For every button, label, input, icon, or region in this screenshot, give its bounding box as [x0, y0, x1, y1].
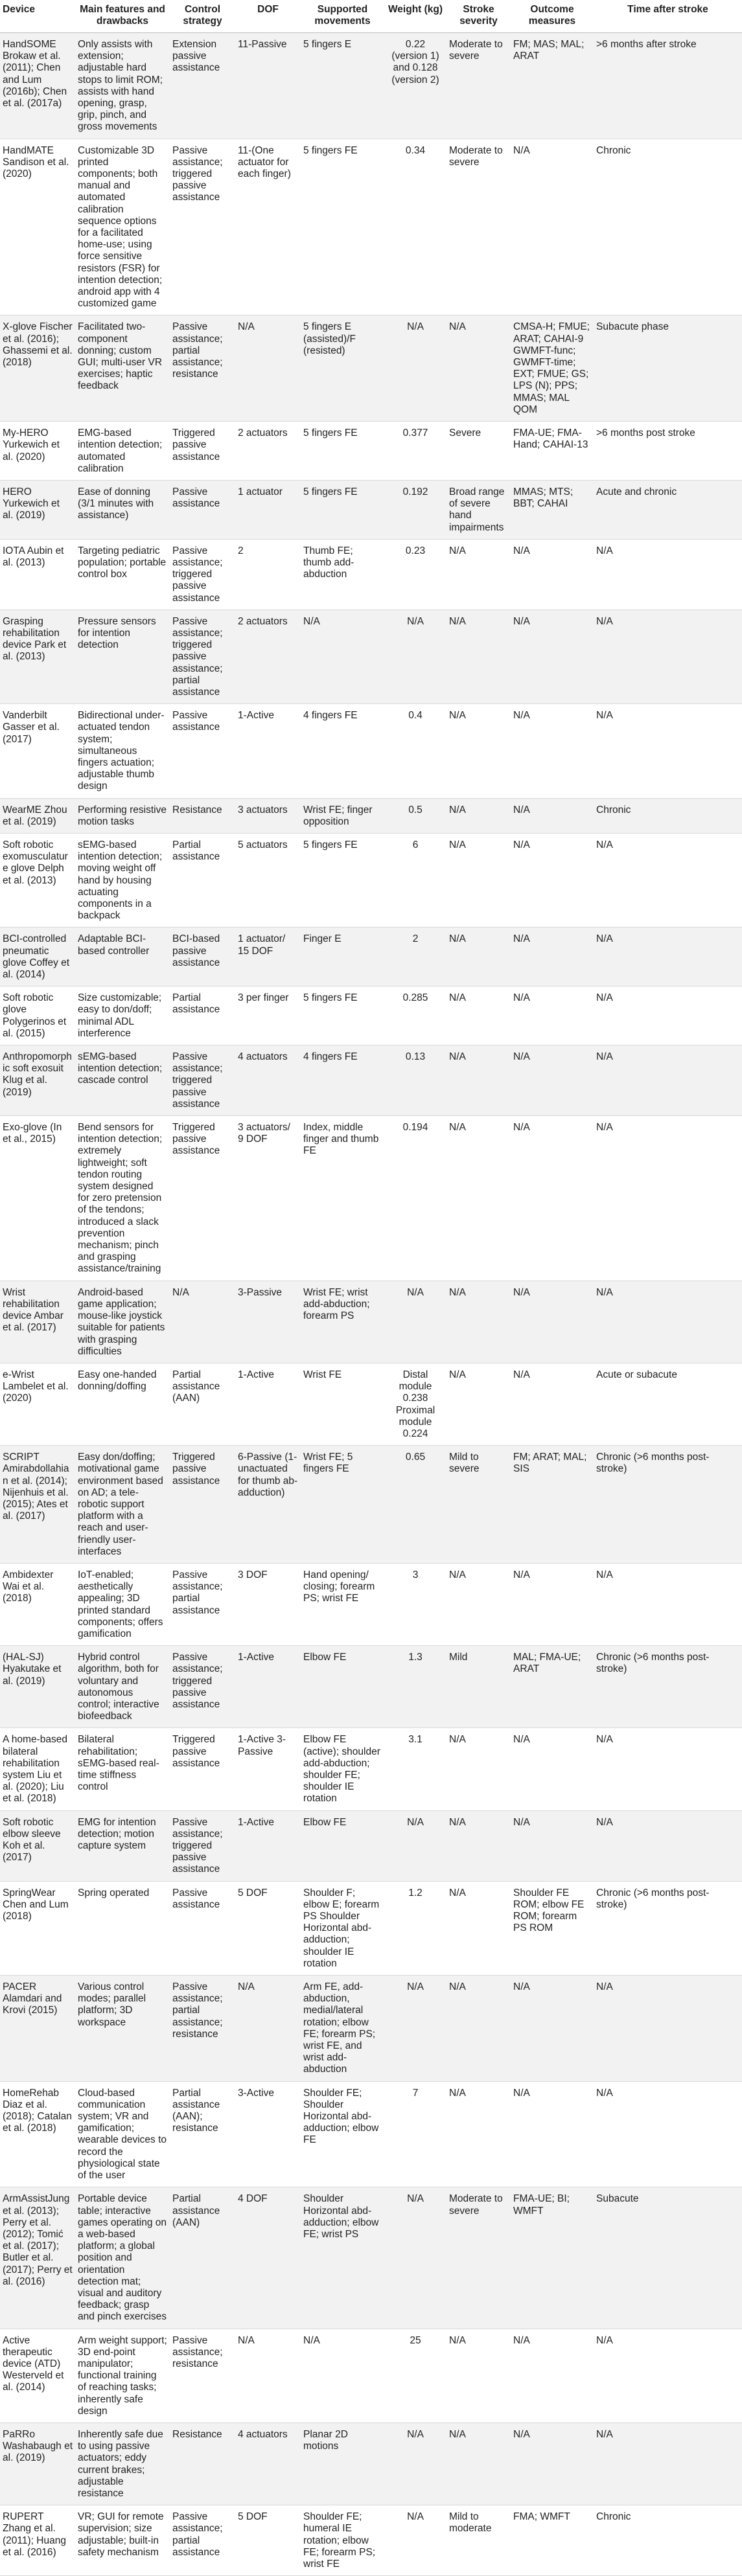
cell-time-after-stroke: Subacute phase [594, 315, 742, 422]
table-row [0, 480, 742, 539]
cell-control-strategy: Triggered passive assistance [170, 1728, 235, 1810]
cell-control-strategy: Partial assistance [170, 986, 235, 1045]
cell-control-strategy: Triggered passive assistance [170, 1116, 235, 1281]
cell-features: Arm weight support; 3D end-point manipulator; functional training of reaching tasks; inherently safe design [75, 2329, 170, 2422]
cell-device: A home-based bilateral rehabilitation system Liu et al. (2020); Liu et al. (2018) [0, 1728, 75, 1810]
cell-stroke-severity: N/A [446, 2329, 511, 2422]
cell-device: SCRIPT Amirabdollahian et al. (2014); Nijenhuis et al. (2015); Ates et al. (2017) [0, 1446, 75, 1564]
cell-stroke-severity: N/A [446, 1728, 511, 1810]
cell-stroke-severity: N/A [446, 539, 511, 610]
cell-stroke-severity: N/A [446, 1563, 511, 1645]
cell-features: EMG for intention detection; motion capture system [75, 1810, 170, 1881]
cell-weight: 2 [384, 928, 446, 986]
cell-features: Size customizable; easy to don/doff; minimal ADL interference [75, 986, 170, 1045]
cell-dof: 3-Active [235, 2081, 301, 2187]
cell-dof: 1-Active [235, 704, 301, 798]
table-body [0, 33, 742, 2576]
table-row [0, 2422, 742, 2505]
cell-outcome-measures: N/A [511, 1563, 594, 1645]
cell-dof: 1 actuator [235, 480, 301, 539]
cell-control-strategy: Resistance [170, 2422, 235, 2505]
cell-device: Soft robotic glove Polygerinos et al. (2015) [0, 986, 75, 1045]
cell-features: Performing resistive motion tasks [75, 798, 170, 833]
cell-stroke-severity: N/A [446, 798, 511, 833]
cell-features: Hybrid control algorithm, both for voluntary and autonomous control; interactive biofeedback [75, 1646, 170, 1728]
cell-control-strategy: Passive assistance; partial assistance; resistance [170, 315, 235, 422]
cell-stroke-severity: N/A [446, 610, 511, 703]
cell-supported-movements: N/A [301, 610, 384, 703]
cell-supported-movements: Wrist FE; finger opposition [301, 798, 384, 833]
cell-dof: 5 DOF [235, 1881, 301, 1975]
cell-weight: Distal module 0.238 Proximal module 0.224 [384, 1363, 446, 1445]
cell-outcome-measures: N/A [511, 798, 594, 833]
cell-outcome-measures: N/A [511, 704, 594, 798]
table-row [0, 798, 742, 833]
cell-features: Cloud-based communication system; VR and gamification; wearable devices to record the physiological state of the user [75, 2081, 170, 2187]
cell-device: HandSOME Brokaw et al. (2011); Chen and Lum (2016b); Chen et al. (2017a) [0, 33, 75, 139]
cell-stroke-severity: Mild [446, 1646, 511, 1728]
cell-dof: 11-Passive [235, 33, 301, 139]
cell-stroke-severity: N/A [446, 2081, 511, 2187]
cell-control-strategy: Passive assistance; triggered passive assistance [170, 1045, 235, 1116]
cell-weight: 0.13 [384, 1045, 446, 1116]
cell-weight: N/A [384, 1281, 446, 1363]
table-header [0, 0, 742, 33]
cell-supported-movements: N/A [301, 2329, 384, 2422]
cell-stroke-severity: Mild to moderate [446, 2505, 511, 2576]
cell-supported-movements: 5 fingers FE [301, 480, 384, 539]
cell-control-strategy: Resistance [170, 798, 235, 833]
table-row [0, 315, 742, 422]
cell-time-after-stroke: N/A [594, 610, 742, 703]
cell-outcome-measures: N/A [511, 539, 594, 610]
cell-supported-movements: 5 fingers FE [301, 833, 384, 927]
cell-dof: 1-Active [235, 1646, 301, 1728]
cell-supported-movements: Elbow FE [301, 1810, 384, 1881]
cell-outcome-measures: FMA-UE; FMA-Hand; CAHAI-13 [511, 422, 594, 481]
cell-dof: 4 DOF [235, 2187, 301, 2329]
cell-control-strategy: Passive assistance; partial assistance [170, 2505, 235, 2576]
cell-outcome-measures: MAL; FMA-UE; ARAT [511, 1646, 594, 1728]
cell-weight: 0.285 [384, 986, 446, 1045]
cell-device: IOTA Aubin et al. (2013) [0, 539, 75, 610]
cell-control-strategy: Triggered passive assistance [170, 422, 235, 481]
cell-outcome-measures: MMAS; MTS; BBT; CAHAI [511, 480, 594, 539]
cell-supported-movements: Finger E [301, 928, 384, 986]
column-header-features: Main features and drawbacks [75, 0, 170, 33]
cell-supported-movements: Thumb FE; thumb add-abduction [301, 539, 384, 610]
table-row [0, 704, 742, 798]
cell-dof: 6-Passive (1-unactuated for thumb ab-adduction) [235, 1446, 301, 1564]
cell-dof: 3 actuators [235, 798, 301, 833]
table-row [0, 539, 742, 610]
cell-dof: 2 actuators [235, 422, 301, 481]
cell-device: ArmAssistJung et al. (2013); Perry et al. (2012); Tomić et al. (2017); Butler et al. (2017); Perry et al. (2016) [0, 2187, 75, 2329]
cell-supported-movements: Planar 2D motions [301, 2422, 384, 2505]
cell-supported-movements: 5 fingers FE [301, 139, 384, 315]
table-row [0, 928, 742, 986]
cell-control-strategy: Passive assistance; triggered passive assistance [170, 539, 235, 610]
cell-supported-movements: Arm FE, add-abduction, medial/lateral rotation; elbow FE; forearm PS; wrist FE, and wrist add-abduction [301, 1976, 384, 2082]
cell-time-after-stroke: N/A [594, 1976, 742, 2082]
table-row [0, 1563, 742, 1645]
table-row [0, 1116, 742, 1281]
cell-control-strategy: N/A [170, 1281, 235, 1363]
cell-features: Various control modes; parallel platform; 3D workspace [75, 1976, 170, 2082]
cell-stroke-severity: Mild to severe [446, 1446, 511, 1564]
cell-stroke-severity: N/A [446, 986, 511, 1045]
cell-features: Customizable 3D printed components; both manual and automated calibration sequence options for a facilitated home-use; using force sensitive resistors (FSR) for intention detection; android app with 4 customized game [75, 139, 170, 315]
cell-weight: 0.5 [384, 798, 446, 833]
column-header-outcome-measures: Outcome measures [511, 0, 594, 33]
cell-device: SpringWear Chen and Lum (2018) [0, 1881, 75, 1975]
cell-weight: 0.65 [384, 1446, 446, 1564]
cell-time-after-stroke: N/A [594, 1728, 742, 1810]
cell-time-after-stroke: >6 months after stroke [594, 33, 742, 139]
cell-outcome-measures: FMA-UE; BI; WMFT [511, 2187, 594, 2329]
header-row [0, 0, 742, 33]
cell-device: Wrist rehabilitation device Ambar et al. (2017) [0, 1281, 75, 1363]
cell-dof: 11-(One actuator for each finger) [235, 139, 301, 315]
cell-weight: N/A [384, 2422, 446, 2505]
cell-stroke-severity: N/A [446, 2422, 511, 2505]
cell-stroke-severity: N/A [446, 1281, 511, 1363]
table-row [0, 1281, 742, 1363]
cell-outcome-measures: N/A [511, 610, 594, 703]
cell-time-after-stroke: Chronic [594, 2505, 742, 2576]
column-header-stroke-severity: Stroke severity [446, 0, 511, 33]
cell-time-after-stroke: N/A [594, 986, 742, 1045]
cell-weight: 25 [384, 2329, 446, 2422]
cell-features: Pressure sensors for intention detection [75, 610, 170, 703]
cell-dof: 1-Active 3-Passive [235, 1728, 301, 1810]
cell-time-after-stroke: N/A [594, 1563, 742, 1645]
cell-supported-movements: Shoulder Horizontal abd-adduction; elbow FE; wrist PS [301, 2187, 384, 2329]
cell-dof: 1 actuator/ 15 DOF [235, 928, 301, 986]
cell-weight: 0.192 [384, 480, 446, 539]
cell-device: Anthropomorphic soft exosuit Klug et al. (2019) [0, 1045, 75, 1116]
cell-outcome-measures: Shoulder FE ROM; elbow FE ROM; forearm PS ROM [511, 1881, 594, 1975]
cell-control-strategy: Partial assistance (AAN); resistance [170, 2081, 235, 2187]
cell-device: WearME Zhou et al. (2019) [0, 798, 75, 833]
cell-features: EMG-based intention detection; automated calibration [75, 422, 170, 481]
cell-features: Adaptable BCI-based controller [75, 928, 170, 986]
cell-outcome-measures: N/A [511, 1045, 594, 1116]
cell-features: Easy don/doffing; motivational game environment based on AD; a tele-robotic support platform with a reach and user-friendly user-interfaces [75, 1446, 170, 1564]
cell-weight: 0.377 [384, 422, 446, 481]
cell-outcome-measures: FM; ARAT; MAL; SIS [511, 1446, 594, 1564]
cell-features: IoT-enabled; aesthetically appealing; 3D printed standard components; offers gamification [75, 1563, 170, 1645]
cell-stroke-severity: Moderate to severe [446, 33, 511, 139]
cell-time-after-stroke: >6 months post stroke [594, 422, 742, 481]
cell-outcome-measures: N/A [511, 833, 594, 927]
cell-control-strategy: Passive assistance; triggered passive assistance; partial assistance [170, 610, 235, 703]
table-row [0, 33, 742, 139]
cell-features: Bend sensors for intention detection; extremely lightweight; soft tendon routing system designed for zero pretension of the tendons; introduced a slack prevention mechanism; pinch and grasping assistance/training [75, 1116, 170, 1281]
cell-outcome-measures: N/A [511, 1976, 594, 2082]
cell-device: Vanderbilt Gasser et al. (2017) [0, 704, 75, 798]
cell-supported-movements: Elbow FE [301, 1646, 384, 1728]
cell-control-strategy: Passive assistance [170, 1881, 235, 1975]
cell-dof: 1-Active [235, 1363, 301, 1445]
cell-weight: N/A [384, 610, 446, 703]
cell-device: (HAL-SJ) Hyakutake et al. (2019) [0, 1646, 75, 1728]
cell-outcome-measures: N/A [511, 2329, 594, 2422]
cell-control-strategy: Passive assistance; partial assistance; resistance [170, 1976, 235, 2082]
cell-outcome-measures: N/A [511, 986, 594, 1045]
cell-time-after-stroke: Chronic (>6 months post-stroke) [594, 1446, 742, 1564]
cell-control-strategy: Passive assistance [170, 704, 235, 798]
cell-time-after-stroke: N/A [594, 539, 742, 610]
cell-outcome-measures: N/A [511, 1281, 594, 1363]
cell-device: Exo-glove (In et al., 2015) [0, 1116, 75, 1281]
cell-features: Spring operated [75, 1881, 170, 1975]
cell-control-strategy: Partial assistance (AAN) [170, 2187, 235, 2329]
cell-stroke-severity: Moderate to severe [446, 139, 511, 315]
cell-device: Soft robotic exomusculature glove Delph et al. (2013) [0, 833, 75, 927]
cell-supported-movements: Shoulder F; elbow E; forearm PS Shoulder Horizontal abd-adduction; shoulder IE rotation [301, 1881, 384, 1975]
table-row [0, 1810, 742, 1881]
cell-outcome-measures: N/A [511, 1116, 594, 1281]
cell-weight: N/A [384, 1810, 446, 1881]
cell-supported-movements: 4 fingers FE [301, 1045, 384, 1116]
cell-dof: N/A [235, 2329, 301, 2422]
cell-device: e-Wrist Lambelet et al. (2020) [0, 1363, 75, 1445]
cell-stroke-severity: N/A [446, 1976, 511, 2082]
table-row [0, 2187, 742, 2329]
cell-stroke-severity: N/A [446, 1116, 511, 1281]
cell-control-strategy: Passive assistance; triggered passive assistance [170, 139, 235, 315]
cell-weight: N/A [384, 2505, 446, 2576]
cell-time-after-stroke: N/A [594, 1281, 742, 1363]
cell-features: Android-based game application; mouse-like joystick suitable for patients with grasping difficulties [75, 1281, 170, 1363]
cell-outcome-measures: FM; MAS; MAL; ARAT [511, 33, 594, 139]
cell-features: Easy one-handed donning/doffing [75, 1363, 170, 1445]
cell-supported-movements: Hand opening/ closing; forearm PS; wrist FE [301, 1563, 384, 1645]
cell-dof: 3 DOF [235, 1563, 301, 1645]
cell-device: HERO Yurkewich et al. (2019) [0, 480, 75, 539]
cell-device: Active therapeutic device (ATD) Westerveld et al. (2014) [0, 2329, 75, 2422]
cell-stroke-severity: N/A [446, 833, 511, 927]
cell-weight: 3.1 [384, 1728, 446, 1810]
cell-weight: N/A [384, 2187, 446, 2329]
cell-weight: 1.2 [384, 1881, 446, 1975]
table-row [0, 139, 742, 315]
cell-control-strategy: Passive assistance; resistance [170, 2329, 235, 2422]
cell-supported-movements: 4 fingers FE [301, 704, 384, 798]
cell-dof: 5 actuators [235, 833, 301, 927]
cell-device: RUPERT Zhang et al. (2011); Huang et al. (2016) [0, 2505, 75, 2576]
cell-stroke-severity: Moderate to severe [446, 2187, 511, 2329]
cell-weight: 1.3 [384, 1646, 446, 1728]
table-row [0, 2505, 742, 2576]
cell-features: sEMG-based intention detection; cascade control [75, 1045, 170, 1116]
cell-control-strategy: Partial assistance [170, 833, 235, 927]
cell-features: Ease of donning (3/1 minutes with assistance) [75, 480, 170, 539]
cell-features: VR; GUI for remote supervision; size adjustable; built-in safety mechanism [75, 2505, 170, 2576]
cell-dof: 3 actuators/ 9 DOF [235, 1116, 301, 1281]
column-header-time-after-stroke: Time after stroke [594, 0, 742, 33]
cell-control-strategy: Passive assistance; partial assistance [170, 1563, 235, 1645]
cell-stroke-severity: Severe [446, 422, 511, 481]
column-header-control-strategy: Control strategy [170, 0, 235, 33]
cell-dof: 3 per finger [235, 986, 301, 1045]
cell-outcome-measures: N/A [511, 139, 594, 315]
cell-control-strategy: Triggered passive assistance [170, 1446, 235, 1564]
column-header-device: Device [0, 0, 75, 33]
cell-features: Portable device table; interactive games operating on a web-based platform; a global position and orientation detection mat; visual and auditory feedback; grasp and pinch exercises [75, 2187, 170, 2329]
cell-outcome-measures: N/A [511, 1363, 594, 1445]
cell-stroke-severity: N/A [446, 928, 511, 986]
cell-stroke-severity: N/A [446, 1810, 511, 1881]
cell-outcome-measures: N/A [511, 928, 594, 986]
cell-stroke-severity: Broad range of severe hand impairments [446, 480, 511, 539]
table-row [0, 422, 742, 481]
cell-time-after-stroke: Chronic [594, 139, 742, 315]
cell-stroke-severity: N/A [446, 1363, 511, 1445]
cell-time-after-stroke: Subacute [594, 2187, 742, 2329]
cell-device: X-glove Fischer et al. (2016); Ghassemi et al. (2018) [0, 315, 75, 422]
cell-features: sEMG-based intention detection; moving weight off hand by housing actuating components in a backpack [75, 833, 170, 927]
column-header-dof: DOF [235, 0, 301, 33]
table-row [0, 1045, 742, 1116]
cell-time-after-stroke: Chronic (>6 months post-stroke) [594, 1881, 742, 1975]
table-row [0, 1446, 742, 1564]
cell-dof: N/A [235, 315, 301, 422]
cell-dof: 2 [235, 539, 301, 610]
cell-outcome-measures: N/A [511, 2422, 594, 2505]
cell-time-after-stroke: Acute and chronic [594, 480, 742, 539]
cell-device: HandMATE Sandison et al. (2020) [0, 139, 75, 315]
cell-time-after-stroke: N/A [594, 1116, 742, 1281]
cell-supported-movements: Wrist FE; wrist add-abduction; forearm PS [301, 1281, 384, 1363]
cell-dof: 4 actuators [235, 2422, 301, 2505]
cell-time-after-stroke: N/A [594, 2329, 742, 2422]
cell-control-strategy: Passive assistance [170, 480, 235, 539]
cell-supported-movements: 5 fingers E (assisted)/F (resisted) [301, 315, 384, 422]
cell-outcome-measures: FMA; WMFT [511, 2505, 594, 2576]
cell-weight: 6 [384, 833, 446, 927]
cell-weight: 0.194 [384, 1116, 446, 1281]
cell-features: Only assists with extension; adjustable hard stops to limit ROM; assists with hand opening, grasp, grip, pinch, and gross movements [75, 33, 170, 139]
cell-weight: 0.4 [384, 704, 446, 798]
cell-features: Inherently safe due to using passive actuators; eddy current brakes; adjustable resistance [75, 2422, 170, 2505]
cell-supported-movements: Index, middle finger and thumb FE [301, 1116, 384, 1281]
cell-time-after-stroke: N/A [594, 1810, 742, 1881]
cell-device: PaRRo Washabaugh et al. (2019) [0, 2422, 75, 2505]
cell-features: Targeting pediatric population; portable control box [75, 539, 170, 610]
table-row [0, 610, 742, 703]
cell-time-after-stroke: N/A [594, 2081, 742, 2187]
cell-features: Facilitated two-component donning; custom GUI; multi-user VR exercises; haptic feedback [75, 315, 170, 422]
table-row [0, 2329, 742, 2422]
cell-device: Soft robotic elbow sleeve Koh et al. (2017) [0, 1810, 75, 1881]
table-row [0, 833, 742, 927]
cell-dof: N/A [235, 1976, 301, 2082]
cell-supported-movements: Wrist FE; 5 fingers FE [301, 1446, 384, 1564]
cell-features: Bidirectional under-actuated tendon system; simultaneous fingers actuation; adjustable thumb design [75, 704, 170, 798]
cell-time-after-stroke: N/A [594, 928, 742, 986]
column-header-supported-movements: Supported movements [301, 0, 384, 33]
cell-time-after-stroke: N/A [594, 2422, 742, 2505]
cell-device: Grasping rehabilitation device Park et al. (2013) [0, 610, 75, 703]
cell-weight: 0.22 (version 1) and 0.128 (version 2) [384, 33, 446, 139]
cell-weight: N/A [384, 1976, 446, 2082]
table-row [0, 1646, 742, 1728]
cell-weight: 7 [384, 2081, 446, 2187]
cell-features: Bilateral rehabilitation; sEMG-based real-time stiffness control [75, 1728, 170, 1810]
cell-control-strategy: Extension passive assistance [170, 33, 235, 139]
cell-control-strategy: Passive assistance; triggered passive assistance [170, 1810, 235, 1881]
cell-dof: 5 DOF [235, 2505, 301, 2576]
cell-weight: 3 [384, 1563, 446, 1645]
cell-dof: 2 actuators [235, 610, 301, 703]
cell-supported-movements: Shoulder FE; humeral IE rotation; elbow FE; forearm PS; wrist FE [301, 2505, 384, 2576]
cell-device: PACER Alamdari and Krovi (2015) [0, 1976, 75, 2082]
cell-outcome-measures: N/A [511, 1728, 594, 1810]
table-row [0, 1881, 742, 1975]
table-row [0, 1728, 742, 1810]
cell-time-after-stroke: N/A [594, 704, 742, 798]
cell-supported-movements: Shoulder FE; Shoulder Horizontal abd-adduction; elbow FE [301, 2081, 384, 2187]
cell-stroke-severity: N/A [446, 315, 511, 422]
cell-dof: 3-Passive [235, 1281, 301, 1363]
cell-time-after-stroke: Chronic (>6 months post-stroke) [594, 1646, 742, 1728]
cell-stroke-severity: N/A [446, 704, 511, 798]
cell-time-after-stroke: N/A [594, 833, 742, 927]
cell-control-strategy: Partial assistance (AAN) [170, 1363, 235, 1445]
cell-device: HomeRehab Diaz et al. (2018); Catalan et al. (2018) [0, 2081, 75, 2187]
cell-time-after-stroke: Acute or subacute [594, 1363, 742, 1445]
table-row [0, 1976, 742, 2082]
cell-time-after-stroke: N/A [594, 1045, 742, 1116]
table-row [0, 1363, 742, 1445]
cell-outcome-measures: CMSA-H; FMUE; ARAT; CAHAI-9 GWMFT-func; GWMFT-time; EXT; FMUE; GS; LPS (N); PPS; MMAS; MAL QOM [511, 315, 594, 422]
cell-dof: 1-Active [235, 1810, 301, 1881]
cell-supported-movements: 5 fingers FE [301, 986, 384, 1045]
cell-weight: 0.23 [384, 539, 446, 610]
cell-supported-movements: Elbow FE (active); shoulder add-abduction; shoulder FE; shoulder IE rotation [301, 1728, 384, 1810]
cell-device: BCI-controlled pneumatic glove Coffey et al. (2014) [0, 928, 75, 986]
cell-control-strategy: Passive assistance; triggered passive assistance [170, 1646, 235, 1728]
cell-device: Ambidexter Wai et al. (2018) [0, 1563, 75, 1645]
cell-outcome-measures: N/A [511, 2081, 594, 2187]
cell-stroke-severity: N/A [446, 1045, 511, 1116]
cell-weight: N/A [384, 315, 446, 422]
cell-supported-movements: 5 fingers FE [301, 422, 384, 481]
cell-device: My-HERO Yurkewich et al. (2020) [0, 422, 75, 481]
cell-time-after-stroke: Chronic [594, 798, 742, 833]
cell-stroke-severity: N/A [446, 1881, 511, 1975]
cell-supported-movements: 5 fingers E [301, 33, 384, 139]
cell-dof: 4 actuators [235, 1045, 301, 1116]
cell-supported-movements: Wrist FE [301, 1363, 384, 1445]
cell-weight: 0.34 [384, 139, 446, 315]
cell-control-strategy: BCI-based passive assistance [170, 928, 235, 986]
table-row [0, 986, 742, 1045]
column-header-weight: Weight (kg) [384, 0, 446, 33]
table-row [0, 2081, 742, 2187]
cell-outcome-measures: N/A [511, 1810, 594, 1881]
